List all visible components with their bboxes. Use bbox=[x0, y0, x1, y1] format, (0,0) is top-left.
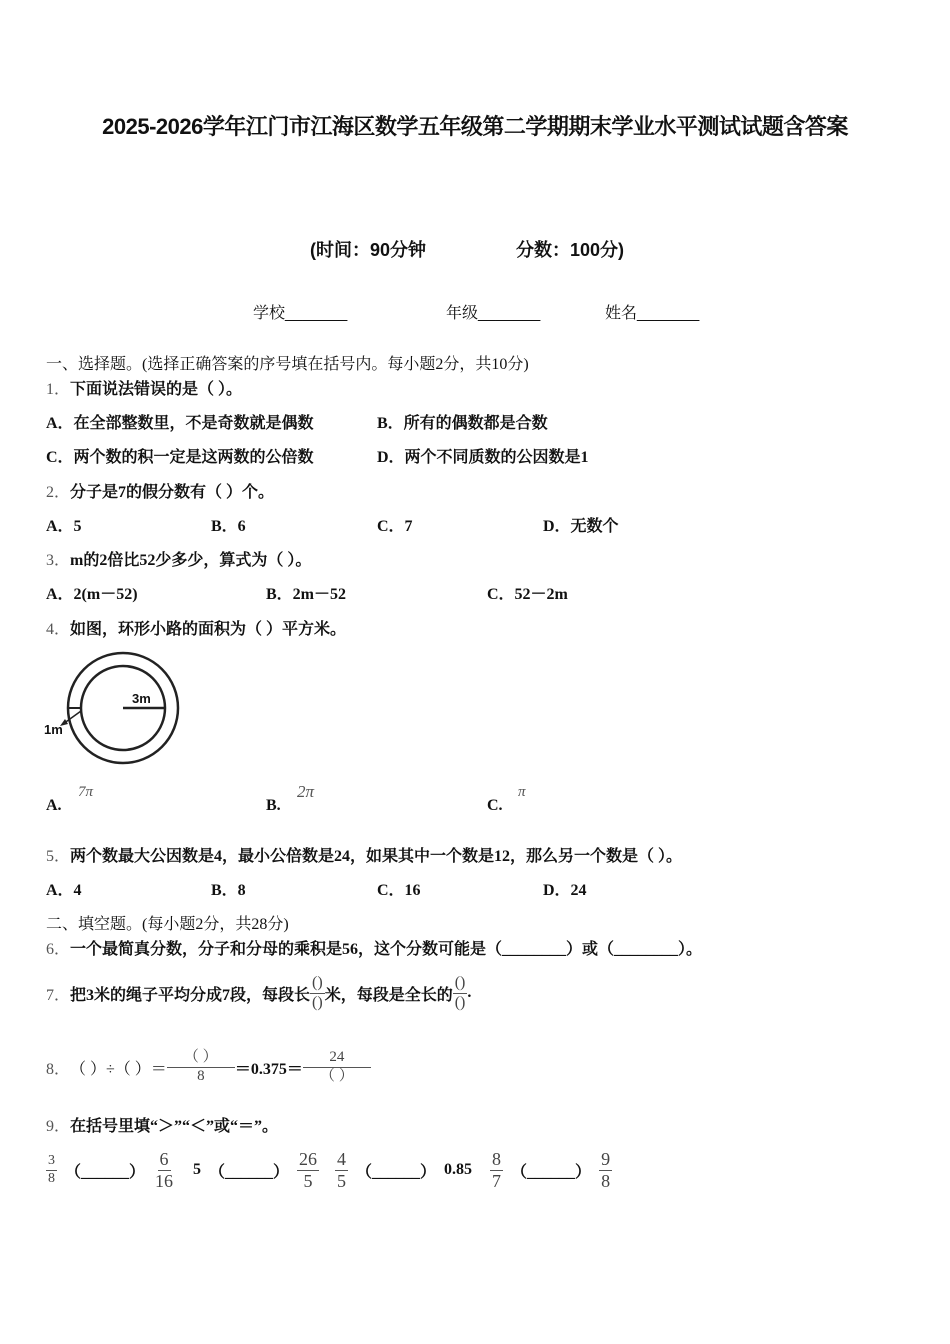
question-3: 3．m的2倍比52少多少，算式为（ ）。 bbox=[46, 552, 312, 569]
section1-heading: 一、选择题。(选择正确答案的序号填在括号内。每小题2分，共10分) bbox=[46, 356, 529, 373]
question-1: 1．下面说法错误的是（ ）。 bbox=[46, 381, 243, 398]
q9-1-right: $\frac{6}{16}$ bbox=[155, 1148, 174, 1191]
q1-option-c[interactable]: C．两个数的积一定是这两数的公倍数 bbox=[46, 449, 314, 466]
document-title: 2025-2026学年江门市江海区数学五年级第二学期期末学业水平测试试题含答案 bbox=[102, 114, 848, 139]
ring-width-label: 1m bbox=[44, 722, 63, 737]
q7-fraction-blank-2[interactable]: $\frac{()}{()}$ bbox=[454, 974, 466, 1011]
q8-fraction-2[interactable]: $\frac{24}{( )}$ bbox=[303, 1049, 371, 1085]
question-5: 5．两个数最大公因数是4，最小公倍数是24，如果其中一个数是12，那么另一个数是（ ）。 bbox=[46, 848, 683, 865]
ring-path-figure bbox=[40, 645, 190, 765]
q5-option-d[interactable]: D．24 bbox=[543, 882, 587, 899]
q1-option-b[interactable]: B．所有的偶数都是合数 bbox=[377, 415, 548, 432]
q9-2-blank[interactable]: （______） bbox=[209, 1163, 290, 1181]
exam-score: 分数：100分) bbox=[516, 240, 625, 260]
question-2: 2．分子是7的假分数有（ ）个。 bbox=[46, 484, 275, 501]
q9-1-left: $\frac{3}{8}$ bbox=[48, 1153, 55, 1186]
q9-3-right: 0.85 bbox=[444, 1161, 473, 1178]
q5-option-c[interactable]: C．16 bbox=[377, 882, 421, 899]
school-field[interactable]: 学校_______ bbox=[253, 305, 348, 322]
q9-comparisons bbox=[46, 1146, 612, 1194]
q3-option-a[interactable]: A．2(m－52) bbox=[46, 586, 138, 603]
q1-option-d[interactable]: D．两个不同质数的公因数是1 bbox=[377, 449, 589, 466]
question-7[interactable]: 7． 把3米的绳子平均分成7段，每段长 $\frac{()}{()}$ 米，每段是全长的 $\frac{()}{()}$ . bbox=[46, 974, 472, 1011]
q9-3-left: $\frac{4}{5}$ bbox=[337, 1148, 347, 1191]
inner-radius-label: 3m bbox=[132, 691, 151, 706]
q9-4-blank[interactable]: （______） bbox=[511, 1163, 592, 1181]
question-8[interactable]: 8． （ ）÷（ ）＝ $\frac{( )}{8}$ ＝0.375＝ $\frac{24}{( )}$ bbox=[46, 1045, 371, 1089]
q2-option-a[interactable]: A．5 bbox=[46, 518, 82, 535]
q3-option-c[interactable]: C．52－2m bbox=[487, 586, 568, 603]
grade-field[interactable]: 年级_______ bbox=[446, 305, 541, 322]
q9-4-left: $\frac{8}{7}$ bbox=[492, 1148, 502, 1191]
name-field[interactable]: 姓名_______ bbox=[605, 305, 700, 322]
q7-fraction-blank-1[interactable]: $\frac{()}{()}$ bbox=[312, 974, 323, 1011]
q5-option-a[interactable]: A．4 bbox=[46, 882, 82, 899]
q4-option-c-value: π bbox=[518, 784, 526, 800]
q9-3-blank[interactable]: （______） bbox=[356, 1163, 437, 1181]
q2-option-b[interactable]: B．6 bbox=[211, 518, 246, 535]
q4-option-a[interactable]: A. bbox=[46, 797, 62, 814]
question-4: 4．如图，环形小路的面积为（ ）平方米。 bbox=[46, 621, 347, 638]
q4-option-b[interactable]: B. bbox=[266, 797, 281, 814]
q3-option-b[interactable]: B．2m－52 bbox=[266, 586, 347, 603]
q9-2-right: $\frac{26}{5}$ bbox=[299, 1148, 318, 1191]
q4-option-b-value: 2π bbox=[297, 782, 315, 801]
q4-option-c[interactable]: C. bbox=[487, 797, 503, 814]
question-6[interactable]: 6．一个最简真分数，分子和分母的乘积是56，这个分数可能是（________）或（________）。 bbox=[46, 941, 703, 958]
q9-4-right: $\frac{9}{8}$ bbox=[601, 1148, 611, 1191]
question-9: 9．在括号里填“＞”“＜”或“＝”。 bbox=[46, 1118, 279, 1135]
q9-2-left: 5 bbox=[193, 1161, 202, 1178]
q4-option-a-value: 7π bbox=[78, 784, 94, 800]
exam-time: (时间：90分钟 bbox=[310, 240, 427, 260]
q1-option-a[interactable]: A．在全部整数里，不是奇数就是偶数 bbox=[46, 415, 314, 432]
section2-heading: 二、填空题。(每小题2分，共28分) bbox=[46, 916, 289, 933]
q5-option-b[interactable]: B．8 bbox=[211, 882, 246, 899]
q8-fraction-1[interactable]: $\frac{( )}{8}$ bbox=[167, 1049, 235, 1085]
q9-1-blank[interactable]: （______） bbox=[65, 1163, 146, 1181]
q2-option-c[interactable]: C．7 bbox=[377, 518, 413, 535]
q2-option-d[interactable]: D．无数个 bbox=[543, 518, 619, 535]
